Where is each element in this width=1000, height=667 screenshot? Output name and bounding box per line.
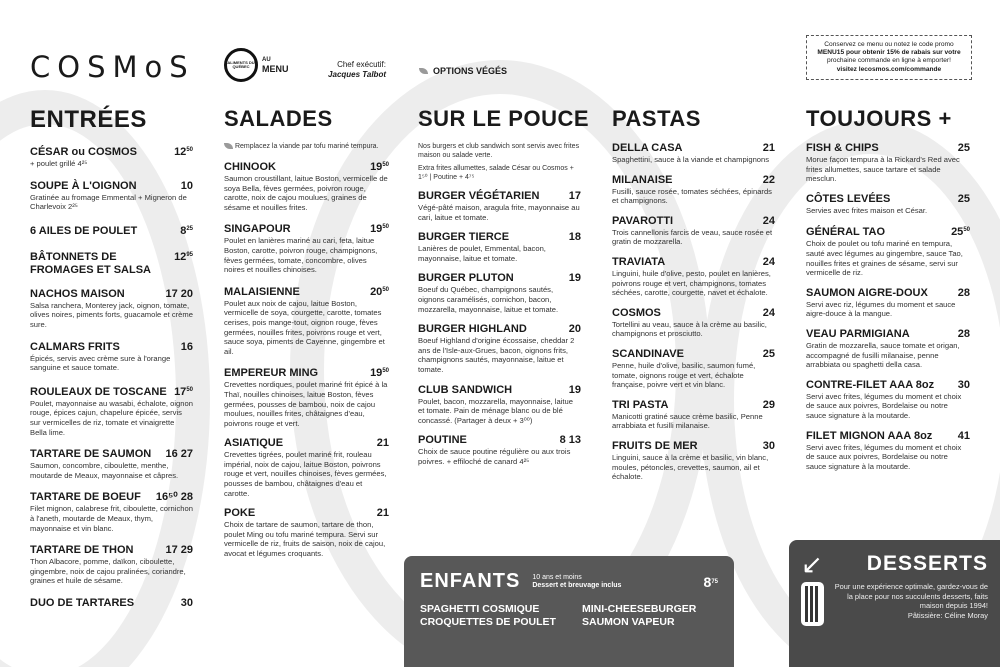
price-cents: 50	[382, 224, 389, 231]
menu-item-price	[958, 379, 970, 392]
menu-item-name: TRAVIATA	[612, 255, 666, 268]
menu-item	[30, 384, 193, 437]
price-main: 41	[957, 429, 970, 442]
chef-name: Jacques Talbot	[328, 70, 386, 79]
menu-item-row	[806, 379, 970, 392]
menu-item	[418, 272, 581, 314]
menu-item-price	[763, 174, 775, 187]
menu-item	[806, 287, 970, 319]
price-cents: 95	[186, 251, 193, 258]
menu-item	[224, 365, 389, 428]
menu-item-name: 6 AILES DE POULET	[30, 224, 138, 237]
au-menu-label	[262, 56, 289, 74]
menu-item	[418, 231, 581, 263]
price-main: 19	[370, 367, 383, 380]
menu-item-name: NACHOS MAISON	[30, 287, 125, 300]
leaf-icon	[419, 68, 428, 74]
menu-item-description: Linguini, huile d'olive, pesto, poulet en lanières, poivrons rouge et vert, champignons, tomates séchées, carotte, courgette, navet et échalote.	[612, 268, 771, 298]
menu-item-description: Servies avec frites maison et César.	[806, 205, 928, 215]
menu-item	[30, 288, 193, 330]
menu-item-description: Manicotti gratiné sauce crème basilic, Penne arrabbiata et fusilli milanaise.	[612, 411, 763, 431]
menu-item-row	[224, 284, 389, 299]
menu-item-name: ROULEAUX DE TOSCANE	[30, 385, 167, 398]
price-main: 21	[376, 437, 389, 450]
menu-item	[806, 193, 970, 216]
menu-item-description: Poulet, mayonnaise au wasabi, échalote, oignon rouge, épices cajun, chapelure épicée, servis sur vermicelles de riz, tomate et vinaigrette Bella lime.	[30, 398, 193, 437]
enfants-items	[420, 603, 718, 629]
menu-item-row	[224, 159, 389, 174]
price-main: 30	[762, 439, 775, 452]
salades-list	[224, 159, 389, 559]
enfants-item: MINI-CHEESEBURGER	[582, 603, 697, 615]
menu-item-name: TARTARE DE THON	[30, 544, 134, 557]
menu-item-name: SOUPE À L'OIGNON	[30, 179, 137, 192]
menu-item-description: Poulet, bacon, mozzarella, mayonnaise, laitue et tomate. Pain de ménage blanc ou de blé concassé. (Partager à deux + 3⁰⁰)	[418, 396, 573, 425]
price-main: 20	[568, 323, 581, 336]
menu-item-description: Choix de poulet ou tofu mariné en tempura, sauté avec légumes au gingembre, sauce Tao, nouilles frites et graines de sésame, servi sur vermicelle de riz.	[806, 239, 963, 278]
menu-item-name: POUTINE	[418, 434, 467, 447]
menu-item-row	[612, 348, 775, 361]
menu-item-price	[165, 288, 193, 301]
menu-item-price	[763, 348, 775, 361]
toujours-column	[806, 106, 970, 480]
menu-item-row	[612, 215, 775, 228]
menu-item-row	[224, 437, 389, 450]
menu-item-name: DUO DE TARTARES	[30, 596, 135, 609]
enfants-item: CROQUETTES DE POULET	[420, 616, 556, 628]
menu-item	[30, 341, 193, 373]
menu-item-description: Saumon croustillant, laitue Boston, vermicelle de soya Bella, fèves germées, poivron rouge, carotte, noix de cajou moulues, graines de sésame et nouilles frites.	[224, 174, 388, 212]
price-main: 16	[180, 340, 193, 353]
menu-item	[30, 223, 193, 238]
menu-item	[806, 328, 970, 370]
menu-item-price	[180, 223, 193, 238]
aliments-quebec-badge	[224, 48, 289, 82]
promo-line: Conservez ce menu ou notez le code promo	[824, 41, 954, 48]
price-main: 24	[762, 306, 775, 319]
menu-item-description: Tortellini au veau, sauce à la crème au basilic, champignons et prosciutto.	[612, 319, 767, 339]
promo-box	[806, 35, 972, 80]
menu-item-price	[958, 142, 970, 155]
price-main: 30	[180, 596, 193, 609]
menu-item	[224, 284, 389, 357]
menu-item	[612, 307, 775, 339]
menu-item-description: Boeuf du Québec, champignons sautés, oignons caramélisés, cornichon, bacon, mozzarella, mayonnaise, laitue et tomate.	[418, 285, 559, 314]
price-main: 12	[174, 250, 187, 263]
menu-item-name: CONTRE-FILET AAA 8oz	[806, 378, 935, 391]
menu-item	[612, 142, 775, 165]
promo-line: prochaine commande en ligne à emporter!	[827, 57, 951, 65]
menu-item-description: Gratin de mozzarella, sauce tomate et origan, accompagné de fusilli milanaise, penne arrabbiata ou spaghetti della casa.	[806, 340, 960, 370]
menu-item-description: Linguini, sauce à la crème et basilic, vin blanc, moules, pétoncles, crevettes, saumon, ail et échalote.	[612, 452, 769, 482]
price-main: 20	[370, 285, 383, 298]
price-main: 17	[568, 190, 581, 202]
menu-item-row	[806, 328, 970, 341]
quebec-badge-icon	[224, 48, 258, 82]
menu-item-description: Salsa ranchera, Monterey jack, oignon, tomate, olives noires, piments forts, guacamole et crème sure.	[30, 300, 193, 329]
menu-item-name: MILANAISE	[612, 173, 673, 186]
toujours-list	[806, 142, 970, 471]
enfants-age: 10 ans et moins	[532, 573, 582, 581]
menu-item-name: BURGER TIERCE	[418, 231, 510, 244]
enfants-price-main: 8	[703, 573, 712, 590]
menu-item-name: SINGAPOUR	[224, 223, 291, 236]
salades-column	[224, 106, 389, 568]
menu-item-row	[224, 365, 389, 380]
menu-item	[806, 379, 970, 421]
brand-logo: COSMoS	[30, 50, 195, 84]
menu-item-price	[958, 328, 970, 341]
menu-item-price	[763, 256, 775, 269]
pastas-title: PASTAS	[612, 106, 701, 131]
menu-item-price	[370, 221, 389, 236]
menu-item	[30, 448, 193, 480]
price-main: 19	[370, 161, 383, 173]
menu-item	[612, 348, 775, 390]
menu-item-name: TARTARE DE BOEUF	[30, 491, 141, 504]
menu-item-price	[569, 323, 581, 336]
menu-item-name: EMPEREUR MING	[224, 367, 319, 380]
price-main: 19	[568, 383, 581, 396]
menu-item	[30, 491, 193, 533]
menu-item-description: Lanières de poulet, Emmental, bacon, mayonnaise, laitue et tomate.	[418, 244, 546, 263]
price-cents: 50	[382, 286, 389, 293]
enfants-panel	[404, 556, 734, 667]
desserts-description	[832, 582, 988, 626]
menu-item-description: Fusilli, sauce rosée, tomates séchées, épinards et champignons.	[612, 186, 772, 206]
menu-item-name: GÉNÉRAL TAO	[806, 226, 886, 239]
pouce-note-1: Nos burgers et club sandwich sont servis avec frites maison ou salade verte.	[418, 143, 580, 159]
menu-item-row	[30, 544, 193, 557]
menu-item-price	[569, 231, 581, 244]
menu-item	[806, 142, 970, 184]
menu-item-price	[370, 159, 389, 174]
menu-item-row	[612, 142, 775, 155]
menu-item-price	[763, 215, 775, 228]
price-main: 30	[957, 378, 970, 391]
pouce-list	[418, 190, 581, 467]
menu-item-price	[181, 597, 193, 610]
menu-item-description: Penne, huile d'olive, basilic, saumon fumé, tomate, oignons rouge et vert, échalote française, poivre vert et vin blanc.	[612, 360, 756, 390]
menu-item-description: Choix de sauce poutine régulière ou aux trois poivres. + effiloché de canard 4²⁵	[418, 447, 571, 466]
menu-item	[418, 384, 581, 426]
menu-item-description: Spaghettini, sauce à la viande et champignons	[612, 155, 770, 164]
menu-item-name: FISH & CHIPS	[806, 142, 879, 154]
menu-item-price	[370, 284, 389, 299]
menu-item	[224, 159, 389, 212]
menu-item-description: Morue façon tempura à la Rickard's Red avec frites allumettes, sauce tartare et salade mesclun.	[806, 155, 960, 184]
menu-item-row	[418, 384, 581, 397]
menu-item-description: Trois cannellonis farcis de veau, sauce rosée et gratin de mozzarella.	[612, 227, 773, 247]
menu-item-price	[958, 430, 970, 443]
menu-item-name: ASIATIQUE	[224, 437, 284, 450]
menu-item-row	[806, 224, 970, 239]
menu-item	[612, 215, 775, 247]
salades-note	[224, 142, 389, 151]
menu-item-price	[165, 448, 193, 461]
menu-item-row	[30, 288, 193, 301]
menu-item-row	[612, 307, 775, 320]
veg-options-legend	[419, 66, 507, 76]
menu-label: MENU	[262, 64, 289, 74]
price-main: 21	[762, 142, 775, 154]
menu-item-row	[806, 142, 970, 155]
menu-item-price	[569, 190, 581, 203]
price-cents: 50	[963, 227, 970, 234]
price-main: 8	[180, 224, 187, 237]
menu-item-description: Choix de tartare de saumon, tartare de thon, poulet Ming ou tofu mariné tempura. Servi sur vermicelle de riz, fruits de saison, noix de cajou, avocat et légumes croquants.	[224, 520, 386, 559]
menu-item-price	[174, 144, 193, 159]
menu-item-row	[418, 323, 581, 336]
menu-item-row	[30, 341, 193, 354]
menu-item-price	[377, 437, 389, 450]
leaf-icon	[224, 143, 233, 149]
menu-item-name: CHINOOK	[224, 161, 276, 173]
price-main: 22	[762, 173, 775, 186]
pastas-list	[612, 142, 775, 482]
promo-line: MENU15 pour obtenir 15% de rabais sur votre	[817, 49, 961, 57]
menu-item-price	[377, 507, 389, 520]
menu-item-name: SCANDINAVE	[612, 347, 684, 360]
menu-item-description: Servi avec frites, légumes du moment et choix de sauce aux poivres, Bordelaise ou notre sauce signature à la moutarde.	[806, 442, 962, 471]
menu-item-row	[224, 507, 389, 520]
menu-item	[612, 399, 775, 431]
menu-item-name: CÔTES LEVÉES	[806, 192, 891, 205]
menu-item-row	[612, 399, 775, 412]
curved-arrow-icon: ↙	[801, 549, 823, 579]
desserts-title: DESSERTS	[866, 552, 988, 575]
chef-role: Chef exécutif:	[337, 60, 386, 69]
menu-item	[612, 256, 775, 298]
qr-code-icon[interactable]	[801, 582, 824, 626]
menu-item-name: TARTARE DE SAUMON	[30, 448, 152, 461]
menu-item-price	[174, 384, 193, 399]
enfants-item: SPAGHETTI COSMIQUE	[420, 603, 540, 615]
menu-item-name: SAUMON AIGRE-DOUX	[806, 286, 928, 299]
entrees-column	[30, 106, 193, 621]
price-main: 25	[957, 142, 970, 154]
price-main: 25	[957, 192, 970, 205]
chef-credit	[316, 60, 386, 80]
veg-options-label: OPTIONS VÉGÉS	[433, 66, 508, 76]
menu-item-row	[806, 193, 970, 206]
price-main: 25	[762, 347, 775, 360]
menu-item-name: DELLA CASA	[612, 142, 683, 154]
menu-item	[30, 144, 193, 169]
menu-item-description: Servi avec riz, légumes du moment et sauce aigre-douce à la mangue.	[806, 299, 956, 319]
menu-item-price	[181, 341, 193, 354]
menu-item-description: Poulet aux noix de cajou, laitue Boston, vermicelle de soya, courgette, carotte, tomates cerises, pois mange-tout, oignon rouge, fèves germées, nouilles frites, poivrons rouge et vert, sauce soya, piments de Cayenne, gingembre et ail.	[224, 298, 385, 356]
menu-item-row	[418, 272, 581, 285]
menu-item-name: TRI PASTA	[612, 398, 669, 411]
menu-item	[224, 221, 389, 274]
menu-item-price	[958, 193, 970, 206]
toujours-title: TOUJOURS +	[806, 106, 952, 131]
menu-item	[418, 190, 581, 222]
menu-item-description: Gratinée au fromage Emmental + Migneron de Charlevoix 2²⁵	[30, 192, 187, 212]
menu-item-row	[418, 190, 581, 203]
menu-item-price	[763, 440, 775, 453]
price-main: 18	[568, 231, 581, 244]
menu-item-name: POKE	[224, 507, 256, 520]
menu-item	[612, 174, 775, 206]
menu-item-description: Thon Albacore, pomme, daïkon, ciboulette, gingembre, noix de cajou pralinées, coriandre, graines et huile de sésame.	[30, 557, 186, 586]
price-main: 17 20	[165, 287, 193, 300]
price-main: 28	[957, 286, 970, 299]
enfants-price	[704, 574, 718, 590]
enfants-title: ENFANTS	[420, 570, 521, 592]
menu-item-description: Épicés, servis avec crème sure à l'orange sanguine et sauce tomate.	[30, 353, 171, 373]
price-main: 25	[951, 226, 964, 239]
menu-item-price	[763, 399, 775, 412]
price-cents: 25	[186, 225, 193, 232]
price-main: 24	[762, 255, 775, 268]
price-main: 16 27	[165, 448, 193, 461]
menu-item-row	[30, 491, 193, 504]
entrees-title: ENTRÉES	[30, 106, 147, 133]
menu-item-description: Végé-pâté maison, aragula frite, mayonnaise au cari, laitue et tomate.	[418, 203, 580, 222]
menu-item-name: MALAISIENNE	[224, 285, 300, 298]
enfants-price-cents: 75	[711, 578, 718, 585]
price-cents: 50	[186, 386, 193, 393]
menu-item-name: COSMOS	[612, 306, 661, 319]
menu-item-row	[30, 180, 193, 193]
price-cents: 50	[382, 162, 389, 168]
menu-item-price	[560, 434, 581, 447]
menu-item-description: + poulet grillé 4²⁵	[30, 159, 88, 168]
menu-item-price	[165, 544, 193, 557]
promo-link[interactable]: visitez lecosmos.com/commande	[836, 65, 942, 73]
menu-item-row	[418, 231, 581, 244]
pouce-column	[418, 106, 590, 476]
menu-item-price	[763, 142, 775, 155]
menu-item-description: Saumon, concombre, ciboulette, menthe, moutarde de Meaux, mayonnaise et câpres.	[30, 461, 179, 480]
badge-text: ALIMENTS DU QUÉBEC	[227, 60, 255, 69]
menu-item-description: Poulet en lanières mariné au cari, feta, laitue Boston, carotte, poivron rouge, champignons, fèves germées, tomate, concombre, olives noires et nouilles chinoises.	[224, 236, 378, 275]
price-main: 29	[762, 398, 775, 411]
menu-item	[224, 507, 389, 558]
menu-item-price	[181, 180, 193, 193]
menu-item-price	[156, 491, 193, 504]
price-main: 10	[180, 179, 193, 192]
menu-item-name: BURGER HIGHLAND	[418, 323, 527, 336]
menu-item-description: Crevettes tigrées, poulet mariné frit, rouleau impérial, noix de cajou, laitue Boston, poivrons rouge et vert, nouilles chinoises, fèves germées, pousses de bambou, châtaignes d'eau et carotte.	[224, 450, 387, 498]
menu-item	[418, 434, 581, 466]
menu-item	[30, 544, 193, 586]
price-main: 28	[957, 327, 970, 340]
menu-item-name: BÂTONNETS DE FROMAGES ET SALSA	[30, 250, 152, 276]
menu-item	[612, 440, 775, 482]
au-label: AU	[262, 57, 271, 63]
menu-item	[418, 323, 581, 374]
menu-item-row	[30, 223, 193, 238]
menu-item-description: Crevettes nordiques, poulet mariné frit épicé à la Thaï, nouilles chinoises, laitue Boston, fèves germées, pousses de bambou, noix de cajou moulues, nouilles frites, châtaignes d'eau, poivrons rouge et vert.	[224, 380, 388, 428]
enfants-subtitle	[532, 574, 621, 590]
menu-item-name: VEAU PARMIGIANA	[806, 327, 910, 340]
price-cents: 50	[382, 368, 389, 375]
pouce-note-2: Extra frites allumettes, salade César ou Cosmos + 1⁵⁰ | Poutine + 4⁷⁵	[418, 165, 574, 181]
menu-item-name: FRUITS DE MER	[612, 439, 698, 452]
menu-item-row	[30, 384, 193, 399]
menu-item-description: Servi avec frites, légumes du moment et choix de sauce aux poivres, Bordelaise ou notre sauce signature à la moutarde.	[806, 391, 962, 420]
pouce-title: SUR LE POUCE	[418, 106, 590, 131]
menu-item-row	[30, 249, 193, 277]
menu-item-price	[569, 384, 581, 397]
price-main: 16⁵⁰ 28	[155, 491, 193, 504]
menu-item-description: Boeuf Highland d'origine écossaise, cheddar 2 ans de l'Isle-aux-Grues, bacon, oignons frits, champignons sautés, mayonnaise, laitue et tomate.	[418, 336, 575, 374]
menu-item-price	[569, 272, 581, 285]
desserts-panel	[789, 540, 1000, 667]
menu-item-price	[174, 249, 193, 264]
price-main: 21	[376, 507, 389, 520]
salades-note-text: Remplacez la viande par tofu mariné tempura.	[234, 143, 379, 150]
menu-item-name: CLUB SANDWICH	[418, 383, 513, 396]
menu-item	[30, 597, 193, 610]
menu-item-price	[370, 365, 389, 380]
price-main: 19	[370, 223, 383, 236]
entrees-list	[30, 144, 193, 610]
menu-item-row	[806, 287, 970, 300]
menu-item-name: PAVAROTTI	[612, 214, 674, 227]
menu-item	[806, 224, 970, 277]
salades-title: SALADES	[224, 106, 333, 131]
pastas-column	[612, 106, 775, 491]
menu-item-name: CÉSAR ou COSMOS	[30, 146, 137, 158]
menu-item	[224, 437, 389, 498]
menu-item-row	[30, 144, 193, 159]
menu-item	[30, 249, 193, 277]
menu-item-row	[418, 434, 581, 447]
price-cents: 50	[186, 147, 193, 153]
pastry-chef: Pâtissière: Céline Moray	[907, 610, 988, 620]
menu-item	[30, 180, 193, 212]
menu-item-row	[612, 440, 775, 453]
price-main: 17 29	[165, 544, 193, 557]
menu-item-name: CALMARS FRITS	[30, 340, 120, 353]
enfants-included: Dessert et breuvage inclus	[532, 581, 622, 589]
menu-item-row	[612, 256, 775, 269]
price-main: 17	[174, 385, 187, 398]
desserts-desc-text: Pour une expérience optimale, gardez-vous de la place pour nos succulents desserts, faits maison depuis 1994!	[834, 582, 988, 610]
menu-item-price	[951, 224, 970, 239]
menu-item-description: Filet mignon, calabrese frit, ciboulette, cornichon à l'aneth, moutarde de Meaux, thym, mayonnaise et vin blanc.	[30, 504, 193, 533]
price-main: 19	[568, 272, 581, 285]
menu-item-row	[224, 221, 389, 236]
price-main: 24	[762, 214, 775, 227]
price-main: 12	[174, 146, 187, 158]
menu-item-name: BURGER PLUTON	[418, 272, 514, 285]
menu-item-row	[806, 430, 970, 443]
menu-item-row	[30, 448, 193, 461]
menu-item-price	[958, 287, 970, 300]
price-main: 8 13	[559, 434, 581, 447]
menu-item-row	[30, 597, 193, 610]
menu-item-price	[763, 307, 775, 320]
menu-item-name: FILET MIGNON AAA 8oz	[806, 429, 933, 442]
menu-item	[806, 430, 970, 472]
enfants-item: SAUMON VAPEUR	[582, 616, 675, 628]
menu-item-row	[612, 174, 775, 187]
menu-item-name: BURGER VÉGÉTARIEN	[418, 190, 540, 202]
